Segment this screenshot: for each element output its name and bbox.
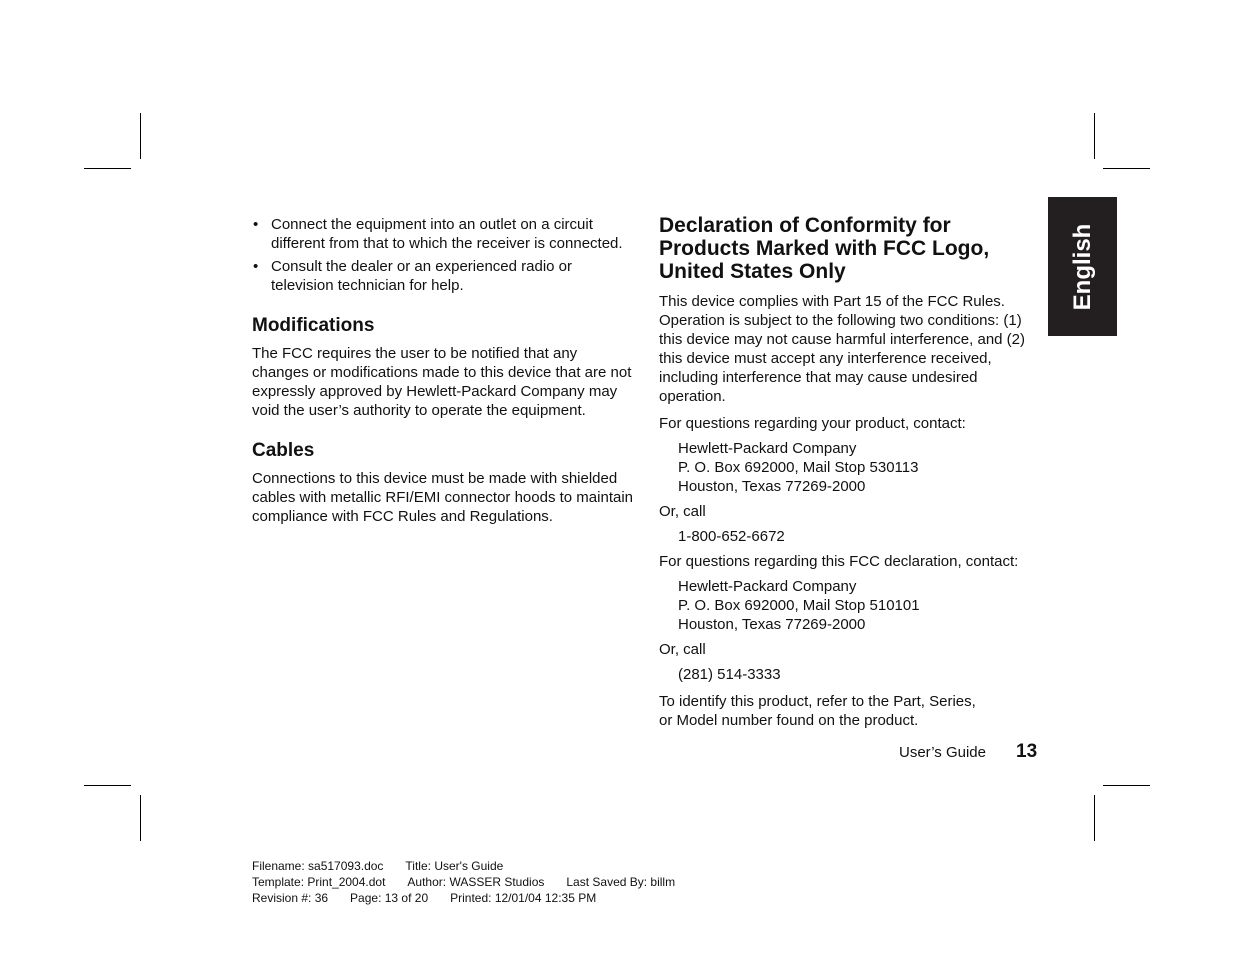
bullet-list (252, 215, 637, 295)
identify-product-text: To identify this product, refer to the Part, Series, or Model number found on the product. (659, 693, 976, 729)
address-line: Hewlett-Packard Company (678, 578, 857, 595)
page-number: 13 (1016, 741, 1038, 762)
file-info-printed: Printed: 12/01/04 12:35 PM (450, 891, 597, 905)
left-column (252, 215, 637, 526)
address-line: P. O. Box 692000, Mail Stop 530113 (678, 459, 919, 476)
bullet-text: Consult the dealer or an experienced radio or television technician for help. (271, 258, 573, 294)
crop-mark-top-left-vertical (140, 113, 141, 159)
fcc-phone: (281) 514-3333 (678, 666, 781, 683)
language-tab (1048, 197, 1117, 336)
or-call-label: Or, call (659, 503, 706, 520)
cables-body: Connections to this device must be made with shielded cables with metallic RFI/EMI connector hoods to maintain compliance with FCC Rules and Regulations. (252, 470, 633, 525)
file-info-last-saved: Last Saved By: billm (566, 875, 676, 889)
address-line: Houston, Texas 77269-2000 (678, 478, 866, 495)
file-info-page: Page: 13 of 20 (350, 891, 429, 905)
product-phone: 1-800-652-6672 (678, 528, 785, 545)
right-column (659, 214, 1044, 730)
declaration-heading: Declaration of Conformity for Products Marked with FCC Logo, United States Only (659, 214, 990, 283)
file-info-revision: Revision #: 36 (252, 891, 329, 905)
file-info-row (252, 858, 697, 874)
bullet-icon: • (253, 258, 259, 275)
bullet-item (252, 257, 637, 295)
bullet-item (252, 215, 637, 253)
file-info-title: Title: User's Guide (405, 859, 504, 873)
crop-mark-bottom-right-vertical (1094, 795, 1095, 841)
product-address (659, 439, 1044, 496)
address-line: P. O. Box 692000, Mail Stop 510101 (678, 597, 920, 614)
crop-mark-bottom-left-horizontal (84, 785, 131, 786)
file-info-row (252, 890, 697, 906)
fcc-contact-label: For questions regarding this FCC declaration, contact: (659, 553, 1019, 570)
declaration-intro: This device complies with Part 15 of the FCC Rules. Operation is subject to the following two conditions: (1) this device may not cause harmful interference, and (2) this device must accept any interference received, including interference that may cause undesired operation. (659, 293, 1026, 405)
modifications-heading: Modifications (252, 315, 375, 336)
fcc-address (659, 577, 1044, 634)
cables-heading: Cables (252, 440, 315, 461)
address-line: Hewlett-Packard Company (678, 440, 857, 457)
file-info (252, 858, 697, 906)
bullet-text: Connect the equipment into an outlet on a circuit different from that to which the receiver is connected. (271, 216, 623, 252)
modifications-body: The FCC requires the user to be notified that any changes or modifications made to this device that are not expressly approved by Hewlett-Packard Company may void the user’s authority to operate the equipment. (252, 345, 632, 419)
product-contact-label: For questions regarding your product, contact: (659, 415, 966, 432)
crop-mark-bottom-right-horizontal (1103, 785, 1150, 786)
crop-mark-top-right-vertical (1094, 113, 1095, 159)
file-info-template: Template: Print_2004.dot (252, 875, 386, 889)
file-info-author: Author: WASSER Studios (407, 875, 545, 889)
crop-mark-top-left-horizontal (84, 168, 131, 169)
address-line: Houston, Texas 77269-2000 (678, 616, 866, 633)
file-info-row (252, 874, 697, 890)
or-call-label: Or, call (659, 641, 706, 658)
language-tab-label: English (1068, 223, 1096, 310)
crop-mark-top-right-horizontal (1103, 168, 1150, 169)
crop-mark-bottom-left-vertical (140, 795, 141, 841)
footer-guide-title: User’s Guide (899, 744, 986, 761)
bullet-icon: • (253, 216, 259, 233)
file-info-filename: Filename: sa517093.doc (252, 859, 384, 873)
